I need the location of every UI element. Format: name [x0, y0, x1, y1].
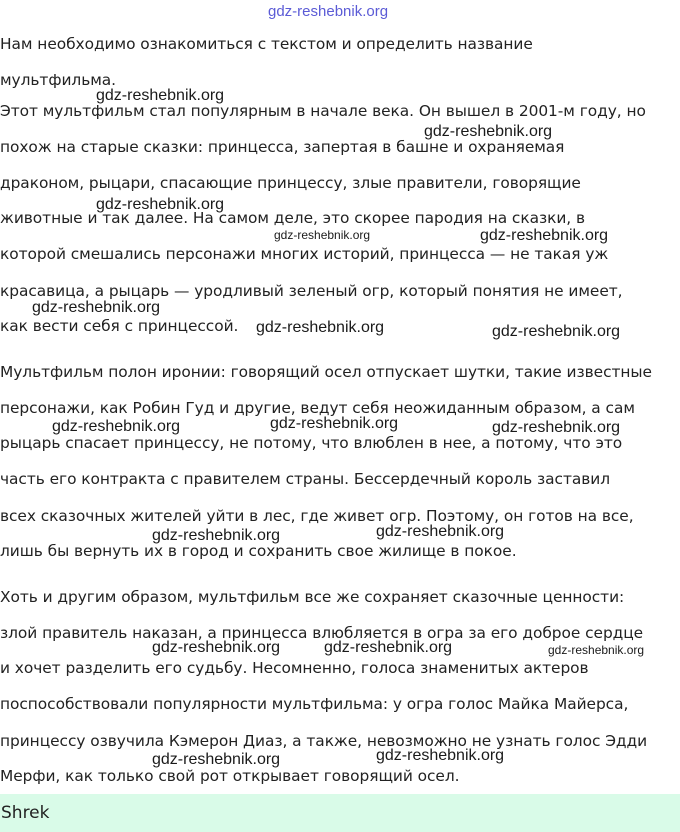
watermark: gdz-reshebnik.org: [270, 415, 399, 432]
watermark: gdz-reshebnik.org: [492, 323, 621, 340]
text-line: красавица, а рыцарь — уродливый зеленый огр, который понятия не имеет,: [0, 282, 623, 300]
watermark: gdz-reshebnik.org: [376, 747, 505, 764]
text-line: часть его контракта с правителем страны. Бессердечный король заставил: [0, 470, 610, 488]
watermark-top: gdz-reshebnik.org: [268, 3, 389, 20]
watermark: gdz-reshebnik.org: [152, 639, 281, 656]
text-line: Нам необходимо ознакомиться с текстом и определить название: [0, 35, 533, 53]
text-line: всех сказочных жителей уйти в лес, где живет огр. Поэтому, он готов на все,: [0, 507, 634, 525]
watermark: gdz-reshebnik.org: [480, 227, 609, 244]
text-line: злой правитель наказан, а принцесса влюбляется в огра за его доброе сердце: [0, 624, 644, 642]
answer-bar: [0, 794, 680, 832]
watermark: gdz-reshebnik.org: [274, 228, 371, 242]
text-line: как вести себя с принцессой.: [0, 317, 239, 335]
text-line: Этот мультфильм стал популярным в начале века. Он вышел в 2001-м году, но: [0, 102, 646, 120]
text-line: и хочет разделить его судьбу. Несомненно, голоса знаменитых актеров: [0, 659, 589, 677]
watermark: gdz-reshebnik.org: [32, 299, 161, 316]
text-line: рыцарь спасает принцессу, не потому, что влюблен в нее, а потому, что это: [0, 434, 623, 452]
text-line: похож на старые сказки: принцесса, запертая в башне и охраняемая: [0, 138, 565, 156]
text-line: мультфильма.: [0, 71, 116, 89]
answer-text: Shrek: [1, 803, 50, 823]
watermark: gdz-reshebnik.org: [256, 319, 385, 336]
text-line: животные и так далее. На самом деле, это скорее пародия на сказки, в: [0, 209, 586, 227]
watermark: gdz-reshebnik.org: [96, 196, 225, 213]
watermark: gdz-reshebnik.org: [548, 643, 645, 657]
text-line: драконом, рыцари, спасающие принцессу, злые правители, говорящие: [0, 174, 581, 192]
watermark: gdz-reshebnik.org: [52, 418, 181, 435]
watermark: gdz-reshebnik.org: [376, 523, 505, 540]
text-line: Мерфи, как только свой рот открывает говорящий осел.: [0, 767, 460, 785]
text-line: лишь бы вернуть их в город и сохранить свое жилище в покое.: [0, 542, 517, 560]
watermark: gdz-reshebnik.org: [424, 123, 553, 140]
watermark: gdz-reshebnik.org: [152, 751, 281, 768]
text-line: Мультфильм полон иронии: говорящий осел отпускает шутки, такие известные: [0, 363, 652, 381]
text-line: Хоть и другим образом, мультфильм все же сохраняет сказочные ценности:: [0, 588, 625, 606]
watermark: gdz-reshebnik.org: [324, 639, 453, 656]
text-line: персонажи, как Робин Гуд и другие, ведут себя неожиданным образом, а сам: [0, 399, 635, 417]
watermark: gdz-reshebnik.org: [96, 87, 225, 104]
text-line: поспособствовали популярности мультфильма: у огра голос Майка Майерса,: [0, 695, 629, 713]
watermark: gdz-reshebnik.org: [492, 419, 621, 436]
watermark: gdz-reshebnik.org: [152, 527, 281, 544]
text-line: которой смешались персонажи многих историй, принцесса — не такая уж: [0, 245, 609, 263]
text-line: принцессу озвучила Кэмерон Диаз, а также, невозможно не узнать голос Эдди: [0, 732, 648, 750]
